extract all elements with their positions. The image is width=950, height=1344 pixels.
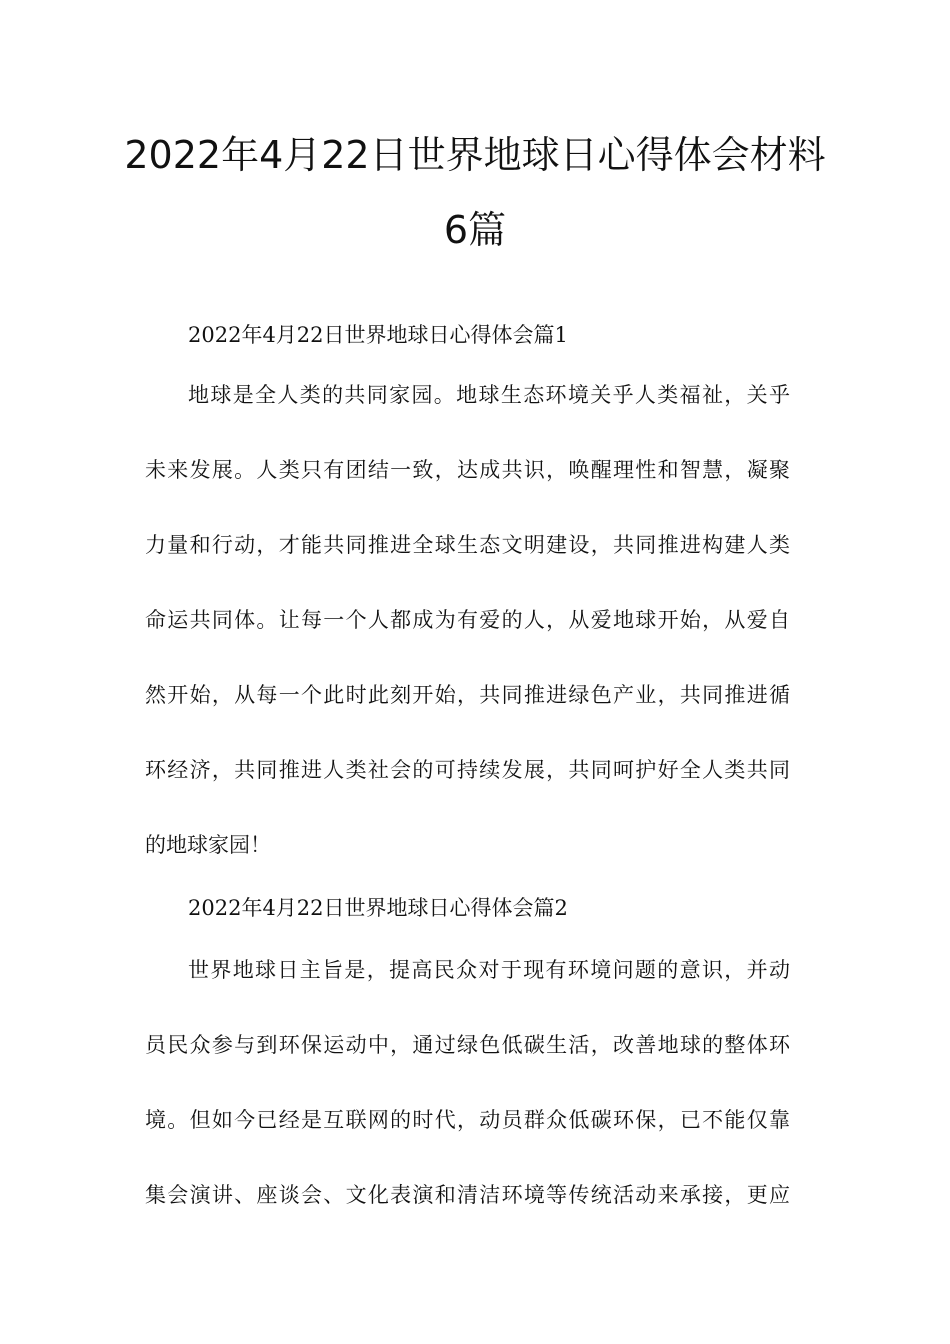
paragraph-line: 环经济，共同推进人类社会的可持续发展，共同呵护好全人类共同 [145, 758, 790, 782]
paragraph-line: 命运共同体。让每一个人都成为有爱的人，从爱地球开始，从爱自 [145, 608, 790, 632]
paragraph-line: 世界地球日主旨是，提高民众对于现有环境问题的意识，并动 [188, 958, 790, 982]
paragraph-line: 力量和行动，才能共同推进全球生态文明建设，共同推进构建人类 [145, 533, 790, 557]
section-heading-2: 2022年4月22日世界地球日心得体会篇2 [188, 896, 568, 920]
paragraph-line: 未来发展。人类只有团结一致，达成共识，唤醒理性和智慧，凝聚 [145, 458, 790, 482]
document-title-line-1: 2022年4月22日世界地球日心得体会材料 [124, 133, 826, 177]
paragraph-line: 员民众参与到环保运动中，通过绿色低碳生活，改善地球的整体环 [145, 1033, 790, 1057]
paragraph-line: 地球是全人类的共同家园。地球生态环境关乎人类福祉，关乎 [188, 383, 790, 407]
paragraph-line: 集会演讲、座谈会、文化表演和清洁环境等传统活动来承接，更应 [145, 1183, 790, 1207]
paragraph-line: 的地球家园！ [145, 833, 271, 857]
paragraph-line: 然开始，从每一个此时此刻开始，共同推进绿色产业，共同推进循 [145, 683, 790, 707]
section-heading-1: 2022年4月22日世界地球日心得体会篇1 [188, 323, 568, 347]
paragraph-line: 境。但如今已经是互联网的时代，动员群众低碳环保，已不能仅靠 [145, 1108, 790, 1132]
document-title-line-2: 6篇 [443, 208, 507, 252]
